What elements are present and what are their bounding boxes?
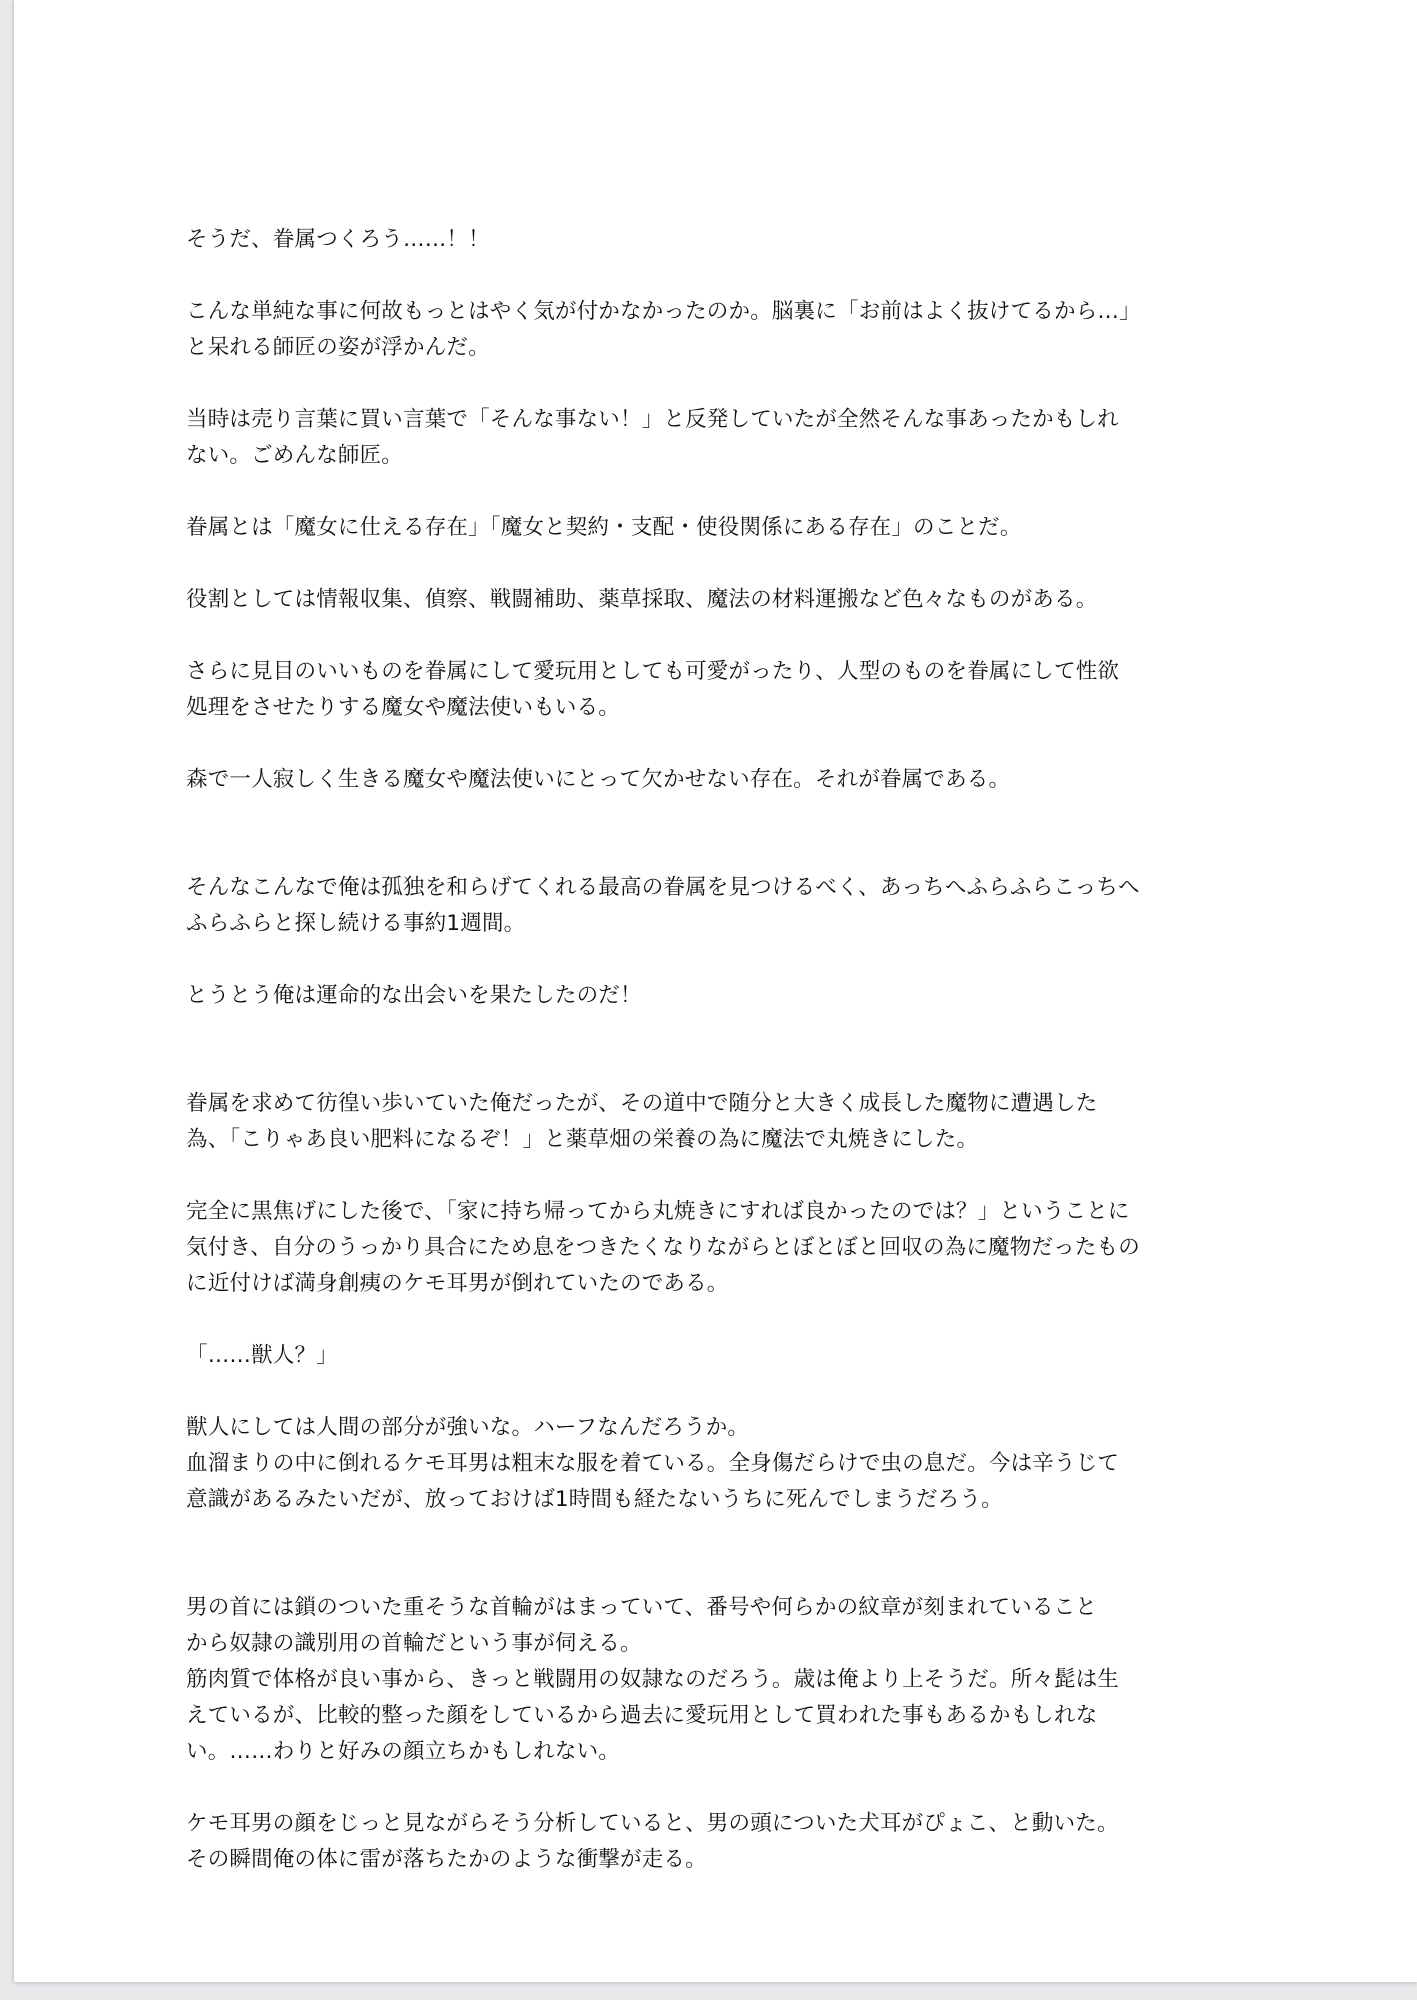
document-body xyxy=(186,222,1266,1878)
paragraph: 役割としては情報収集、偵察、戦闘補助、薬草採取、魔法の材料運搬など色々なものがある。 xyxy=(186,587,1098,612)
paragraph: 森で一人寂しく生きる魔女や魔法使いにとって欠かせない存在。それが眷属である。 xyxy=(186,767,1011,792)
paragraph: 眷属を求めて彷徨い歩いていた俺だったが、その道中で随分と大きく成長した魔物に遭遇した 為、「こりゃあ良い肥料になるぞ！」と薬草畑の栄養の為に魔法で丸焼きにした。 xyxy=(186,1091,1098,1152)
paragraph-spacer xyxy=(186,258,1266,294)
paragraph-spacer xyxy=(186,618,1266,654)
paragraph: こんな単純な事に何故もっとはやく気が付かなかったのか。脳裏に「お前はよく抜けてるから…」 と呆れる師匠の姿が浮かんだ。 xyxy=(186,299,1141,360)
paragraph: 「……獣人？」 xyxy=(186,1343,338,1368)
section-spacer xyxy=(186,798,1266,870)
paragraph: 獣人にしては人間の部分が強いな。ハーフなんだろうか。 血溜まりの中に倒れるケモ耳男は粗末な服を着ている。全身傷だらけで虫の息だ。今は辛うじて 意識があるみたいだが、放っておけば1時間も経たないうちに死んでしまうだろう。 xyxy=(186,1415,1120,1512)
paragraph: 当時は売り言葉に買い言葉で「そんな事ない！」と反発していたが全然そんな事あったかもしれ ない。ごめんな師匠。 xyxy=(186,407,1119,468)
paragraph-spacer xyxy=(186,546,1266,582)
paragraph: そうだ、眷属つくろう……！！ xyxy=(186,227,490,252)
paragraph: ケモ耳男の顔をじっと見ながらそう分析していると、男の頭についた犬耳がぴょこ、と動いた。 その瞬間俺の体に雷が落ちたかのような衝撃が走る。 xyxy=(186,1811,1119,1872)
paragraph: とうとう俺は運命的な出会いを果たしたのだ！ xyxy=(186,983,642,1008)
section-spacer xyxy=(186,1518,1266,1590)
paragraph-spacer xyxy=(186,1374,1266,1410)
paragraph-spacer xyxy=(186,942,1266,978)
paragraph: 眷属とは「魔女に仕える存在」「魔女と契約・支配・使役関係にある存在」のことだ。 xyxy=(186,515,1022,540)
document-page xyxy=(14,0,1417,1982)
section-spacer xyxy=(186,1014,1266,1086)
paragraph: さらに見目のいいものを眷属にして愛玩用としても可愛がったり、人型のものを眷属にして性欲 処理をさせたりする魔女や魔法使いもいる。 xyxy=(186,659,1120,720)
paragraph-spacer xyxy=(186,474,1266,510)
paragraph-spacer xyxy=(186,1302,1266,1338)
paragraph-spacer xyxy=(186,726,1266,762)
paragraph-spacer xyxy=(186,366,1266,402)
paragraph: 完全に黒焦げにした後で、「家に持ち帰ってから丸焼きにすれば良かったのでは？」ということに 気付き、自分のうっかり具合にため息をつきたくなりながらとぼとぼと回収の為に魔物だったもの に近付けば満身創痍のケモ耳男が倒れていたのである。 xyxy=(186,1199,1140,1296)
paragraph: そんなこんなで俺は孤独を和らげてくれる最高の眷属を見つけるべく、あっちへふらふらこっちへ ふらふらと探し続ける事約1週間。 xyxy=(186,875,1140,936)
paragraph-spacer xyxy=(186,1770,1266,1806)
paragraph-spacer xyxy=(186,1158,1266,1194)
paragraph: 男の首には鎖のついた重そうな首輪がはまっていて、番号や何らかの紋章が刻まれていること から奴隷の識別用の首輪だという事が伺える。 筋肉質で体格が良い事から、きっと戦闘用の奴隷なのだろう。歳は俺より上そうだ。所々髭は生 えているが、比較的整った顔をしているから過去に愛玩用として買われた事もあるかもしれな い。……わりと好みの顔立ちかもしれない。 xyxy=(186,1595,1120,1764)
